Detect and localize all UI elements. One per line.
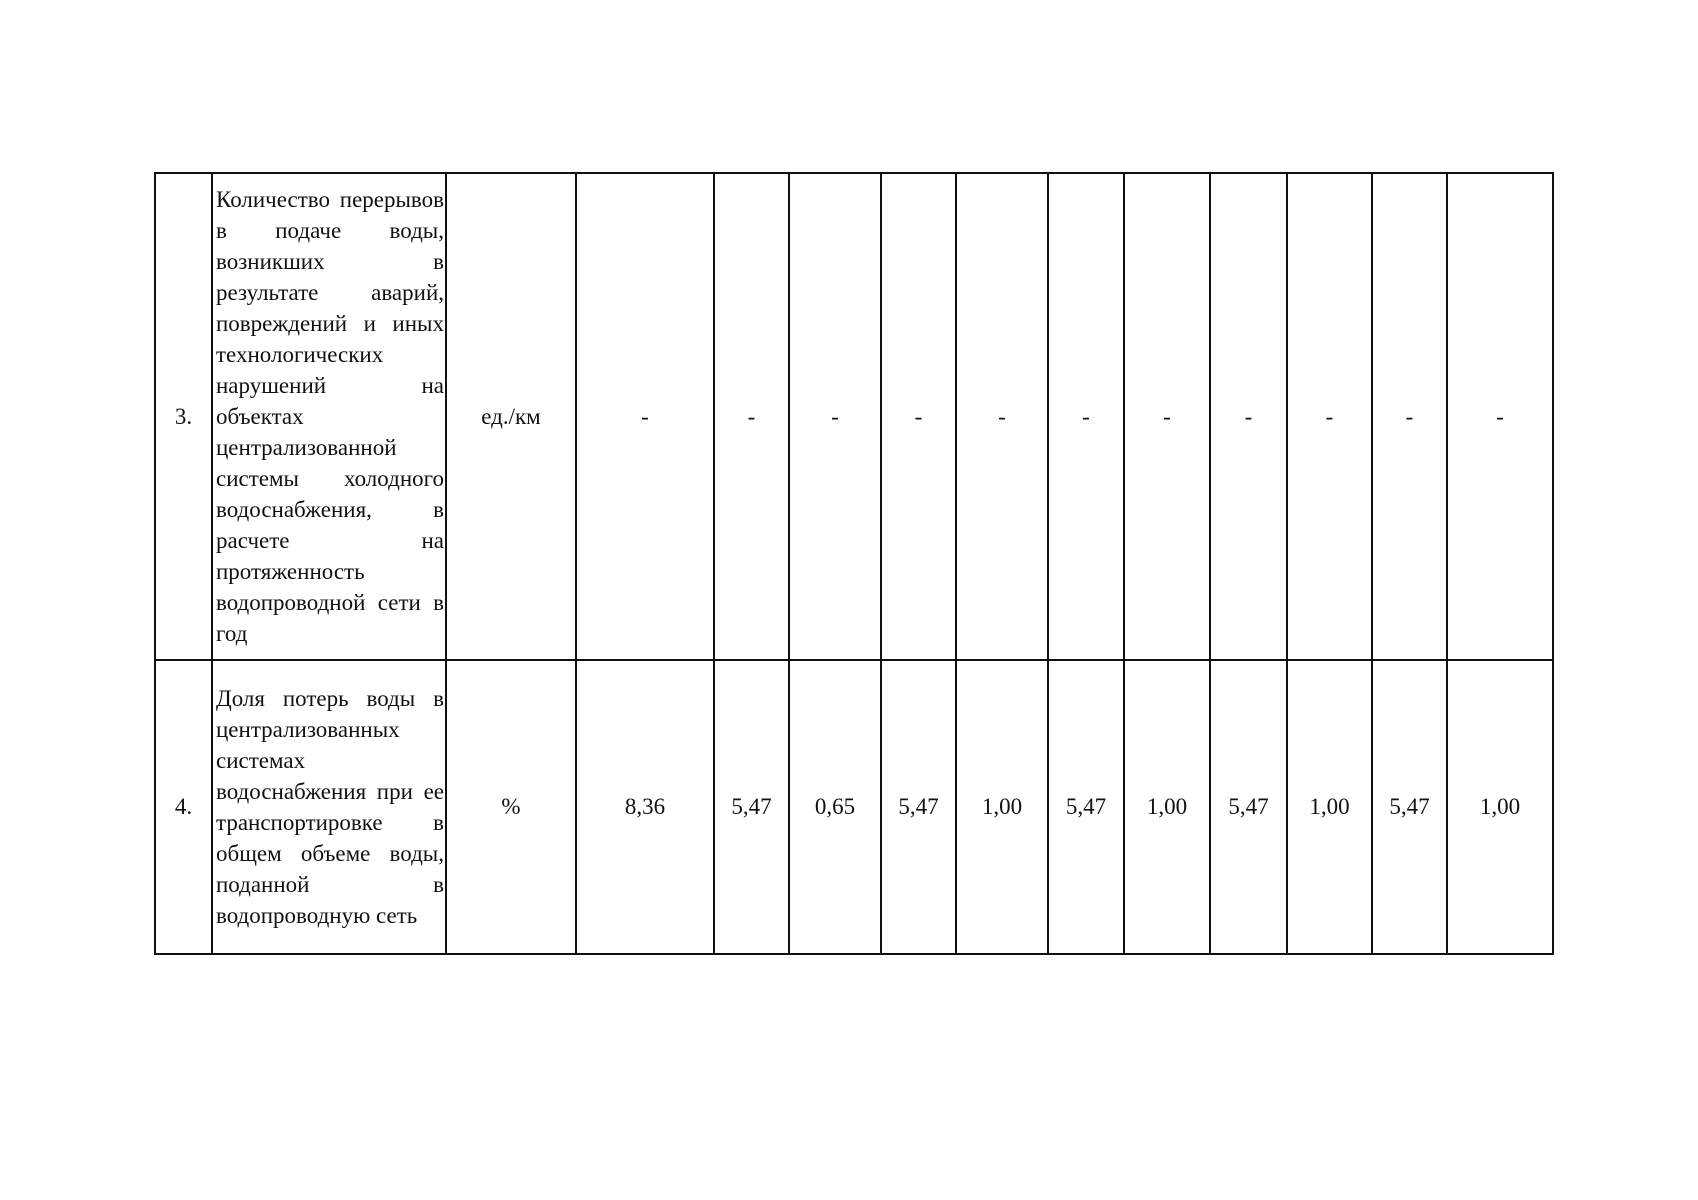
value-cell: - <box>789 173 881 660</box>
table-row <box>155 173 1553 660</box>
value-cell: 8,36 <box>576 660 714 954</box>
indicator-name: Количество перерывов в подаче воды, возникших в результате аварий, повреждений и иных технологических нарушений на объектах централизованной системы холодного водоснабжения, в расчете на протяженность водопроводной сети в год <box>212 173 446 660</box>
unit-cell: % <box>446 660 576 954</box>
indicators-table <box>154 172 1554 955</box>
value-cell: - <box>1048 173 1124 660</box>
value-cell: 5,47 <box>1372 660 1447 954</box>
value-cell: - <box>1287 173 1372 660</box>
value-cell: - <box>714 173 789 660</box>
value-cell: - <box>1210 173 1287 660</box>
value-cell: - <box>576 173 714 660</box>
value-cell: - <box>1372 173 1447 660</box>
indicator-name: Доля потерь воды в централизованных системах водоснабжения при ее транспортировке в общем объеме воды, поданной в водопроводную сеть <box>212 660 446 954</box>
value-cell: 5,47 <box>1048 660 1124 954</box>
value-cell: - <box>956 173 1048 660</box>
table-row <box>155 660 1553 954</box>
row-number: 4. <box>155 660 212 954</box>
value-cell: 1,00 <box>956 660 1048 954</box>
value-cell: 5,47 <box>1210 660 1287 954</box>
value-cell: - <box>1124 173 1210 660</box>
value-cell: 5,47 <box>881 660 956 954</box>
row-number: 3. <box>155 173 212 660</box>
value-cell: 1,00 <box>1124 660 1210 954</box>
value-cell: 1,00 <box>1447 660 1553 954</box>
value-cell: - <box>1447 173 1553 660</box>
value-cell: 0,65 <box>789 660 881 954</box>
unit-cell: ед./км <box>446 173 576 660</box>
value-cell: 5,47 <box>714 660 789 954</box>
value-cell: - <box>881 173 956 660</box>
value-cell: 1,00 <box>1287 660 1372 954</box>
